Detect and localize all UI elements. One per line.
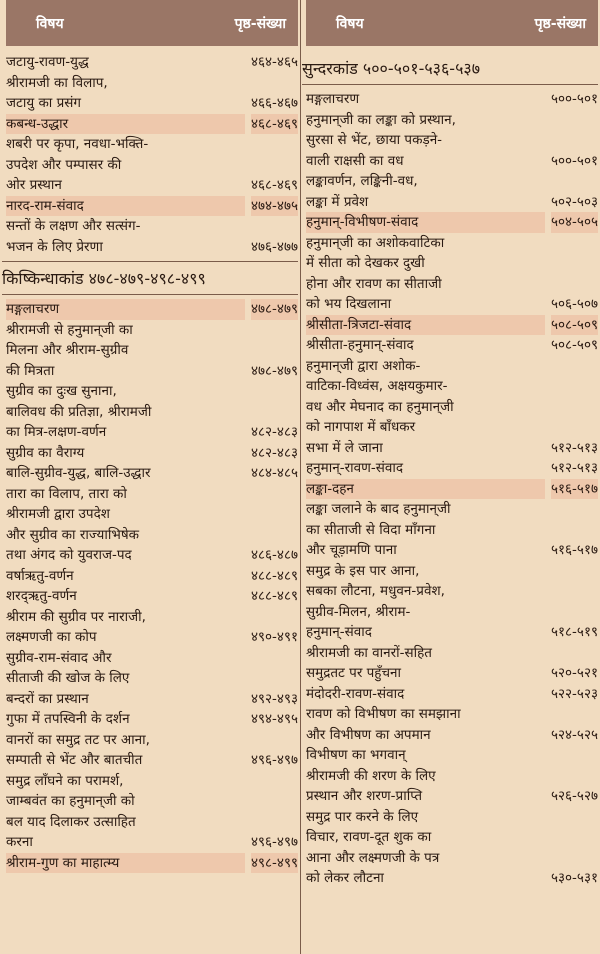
entry-page-range: ४९६-४९७ [251, 834, 298, 850]
subject-heading: विषय [336, 15, 364, 32]
toc-entry [6, 216, 298, 257]
entry-page-range: ४६६-४६७ [251, 95, 298, 111]
entry-title: बालि-सुग्रीव-युद्ध, बालि-उद्धार [6, 465, 151, 481]
toc-entry [6, 607, 298, 648]
entry-title: श्रीरामजी का विलाप, जटायु का प्रसंग [6, 74, 108, 111]
entry-page-range: ५१२-५१३ [551, 439, 598, 456]
entry-page-range: ५०८-५०९ [551, 315, 598, 336]
subject-heading: विषय [36, 15, 64, 32]
left-header [6, 0, 298, 46]
entry-title: कबन्ध-उद्धार [6, 114, 245, 135]
left-entries [2, 46, 298, 873]
left-column [2, 0, 298, 873]
entry-page-range: ५१६-५१७ [551, 542, 598, 558]
entry-page-range: ४७८-४७९ [251, 299, 298, 320]
toc-entry [6, 771, 298, 853]
toc-entry [6, 566, 298, 587]
entry-title: शरद्ऋतु-वर्णन [6, 588, 77, 604]
toc-entry [6, 114, 298, 135]
right-header [306, 0, 598, 46]
entry-page-range: ४७६-४७७ [251, 238, 298, 255]
entry-page-range: ५१८-५१९ [551, 624, 598, 640]
toc-entry [306, 479, 598, 500]
toc-entry [6, 134, 298, 196]
entry-title: लङ्का जलाने के बाद हनुमान्‌जी का सीताजी से विदा माँगना और चूड़ामणि पाना [306, 501, 451, 558]
entry-title: वानरों का समुद्र तट पर आना, सम्पाती से भेंट और बातचीत [6, 731, 150, 768]
entry-page-range: ४८४-४८५ [251, 465, 298, 481]
entry-page-range: ५२४-५२५ [551, 726, 598, 743]
toc-entry [6, 853, 298, 874]
right-column [302, 0, 598, 889]
toc-entry [6, 463, 298, 484]
entry-page-range: ४९८-४९९ [251, 853, 298, 874]
entry-title: लङ्कावर्णन, लङ्किनी-वध, लङ्का में प्रवेश [306, 173, 418, 210]
toc-entry [6, 52, 298, 73]
toc-entry [6, 730, 298, 771]
toc-entry [306, 643, 598, 684]
toc-entry [306, 89, 598, 110]
toc-entry [6, 648, 298, 710]
entry-page-range: ४६४-४६५ [251, 54, 298, 70]
entry-title: सन्तों के लक्षण और सत्संग- भजन के लिए प्रेरणा [6, 218, 141, 255]
entry-page-range: ४९२-४९३ [251, 690, 298, 707]
entry-title: मङ्गलाचरण [306, 91, 360, 107]
entry-title: श्रीरामजी से हनुमान्‌जी का मिलना और श्रीराम-सुग्रीव की मित्रता [6, 321, 133, 379]
entry-title: हनुमान्-विभीषण-संवाद [306, 212, 545, 233]
entry-page-range: ४८६-४८७ [251, 547, 298, 563]
entry-title: तारा का विलाप, तारा को श्रीरामजी द्वारा उपदेश और सुग्रीव का राज्याभिषेक तथा अंगद को युवराज-पद [6, 485, 140, 563]
page-heading: पृष्ठ-संख्या [534, 15, 586, 32]
toc-entry [306, 212, 598, 233]
toc-entry [6, 709, 298, 730]
entry-page-range: ४६८-४६९ [251, 177, 298, 193]
entry-page-range: ४९४-४९५ [251, 711, 298, 727]
entry-title: श्रीसीता-त्रिजटा-संवाद [306, 315, 545, 336]
toc-entry [6, 73, 298, 114]
entry-page-range: ४८८-४८९ [251, 567, 298, 584]
entry-page-range: ५२६-५२७ [551, 788, 598, 804]
entry-title: समुद्र पार करने के लिए विचार, रावण-दूत शुक का आना और लक्ष्मणजी के पत्र को लेकर लौटना [306, 808, 440, 886]
entry-title: हनुमान्-रावण-संवाद [306, 460, 404, 476]
toc-entry [306, 171, 598, 212]
toc-entry [6, 586, 298, 607]
entry-title: विभीषण का भगवान् श्रीरामजी की शरण के लिए प्रस्थान और शरण-प्राप्ति [306, 747, 436, 804]
toc-entry [6, 443, 298, 464]
toc-entry [6, 299, 298, 320]
right-entries [302, 46, 598, 889]
entry-page-range: ५०२-५०३ [551, 193, 598, 210]
entry-title: सुग्रीव का वैराग्य [6, 444, 85, 461]
entry-title: सुग्रीव-राम-संवाद और सीताजी की खोज के लिए बन्दरों का प्रस्थान [6, 649, 130, 707]
entry-title: हनुमान्‌जी द्वारा अशोक- वाटिका-विध्वंस, अक्षयकुमार- वध और मेघनाद का हनुमान्‌जी को नागपाश में बाँधकर सभा में ले जाना [306, 357, 454, 456]
entry-page-range: ५१२-५१३ [551, 460, 598, 476]
toc-entry [306, 745, 598, 807]
toc-entry [6, 381, 298, 443]
entry-page-range: ५००-५०१ [551, 152, 598, 169]
toc-entry [6, 484, 298, 566]
kanda-heading: सुन्दरकांड ५००-५०१-५३६-५३७ [302, 52, 598, 85]
toc-entry [6, 320, 298, 382]
toc-entry [306, 335, 598, 356]
entry-title: श्रीराम की सुग्रीव पर नाराजी, लक्ष्मणजी का कोप [6, 608, 146, 645]
toc-entry [306, 499, 598, 561]
entry-page-range: ५२२-५२३ [551, 685, 598, 702]
toc-entry [306, 315, 598, 336]
entry-page-range: ४७८-४७९ [251, 362, 298, 379]
toc-entry [306, 704, 598, 745]
entry-page-range: ५००-५०१ [551, 91, 598, 107]
entry-page-range: ५०८-५०९ [551, 337, 598, 353]
entry-title: गुफा में तपस्विनी के दर्शन [6, 711, 130, 727]
toc-entry [306, 233, 598, 315]
entry-page-range: ४८८-४८९ [251, 588, 298, 604]
toc-entry [306, 561, 598, 643]
entry-title: शबरी पर कृपा, नवधा-भक्ति- उपदेश और पम्पासर की ओर प्रस्थान [6, 136, 149, 193]
toc-entry [306, 110, 598, 172]
entry-title: लङ्का-दहन [306, 479, 545, 500]
toc-entry [306, 684, 598, 705]
entry-page-range: ४८२-४८३ [251, 424, 298, 440]
entry-page-range: ५३०-५३१ [551, 870, 598, 886]
entry-title: नारद-राम-संवाद [6, 196, 245, 217]
toc-entry [306, 458, 598, 479]
entry-title: हनुमान्‌जी का लङ्का को प्रस्थान, सुरसा से भेंट, छाया पकड़ने- वाली राक्षसी का वध [306, 111, 456, 169]
entry-title: समुद्र लाँघने का परामर्श, जाम्बवंत का हनुमान्‌जी को बल याद दिलाकर उत्साहित करना [6, 772, 136, 850]
toc-entry [306, 807, 598, 889]
entry-page-range: ४८२-४८३ [251, 444, 298, 461]
entry-page-range: ४६८-४६९ [251, 114, 298, 135]
toc-entry [6, 196, 298, 217]
entry-title: श्रीसीता-हनुमान्-संवाद [306, 337, 414, 353]
entry-title: जटायु-रावण-युद्ध [6, 54, 89, 70]
entry-title: वर्षाऋतु-वर्णन [6, 567, 74, 584]
column-divider [300, 0, 301, 954]
entry-page-range: ५०६-५०७ [551, 296, 598, 312]
entry-page-range: ४७४-४७५ [251, 196, 298, 217]
entry-title: समुद्र के इस पार आना, सबका लौटना, मधुवन-प्रवेश, सुग्रीव-मिलन, श्रीराम- हनुमान्-संवाद [306, 562, 445, 640]
entry-title: सुग्रीव का दुःख सुनाना, बालिवध की प्रतिज्ञा, श्रीरामजी का मित्र-लक्षण-वर्णन [6, 383, 152, 440]
toc-entry [306, 356, 598, 459]
entry-page-range: ४९०-४९१ [251, 629, 298, 645]
entry-title: रावण को विभीषण का समझाना और विभीषण का अपमान [306, 706, 461, 743]
entry-title: श्रीरामजी का वानरों-सहित समुद्रतट पर पहुँचना [306, 644, 432, 681]
entry-title: हनुमान्‌जी का अशोकवाटिका में सीता को देखकर दुखी होना और रावण का सीताजी को भय दिखलाना [306, 234, 445, 312]
entry-page-range: ५२०-५२१ [551, 665, 598, 681]
kanda-heading: किष्किन्धाकांड ४७८-४७९-४९८-४९९ [2, 261, 298, 295]
entry-title: श्रीराम-गुण का माहात्म्य [6, 853, 245, 874]
entry-page-range: ५०४-५०५ [551, 212, 598, 233]
page-heading: पृष्ठ-संख्या [234, 15, 286, 32]
entry-page-range: ५१६-५१७ [551, 479, 598, 500]
entry-title: मङ्गलाचरण [6, 299, 245, 320]
entry-title: मंदोदरी-रावण-संवाद [306, 685, 405, 702]
entry-page-range: ४९६-४९७ [251, 752, 298, 768]
